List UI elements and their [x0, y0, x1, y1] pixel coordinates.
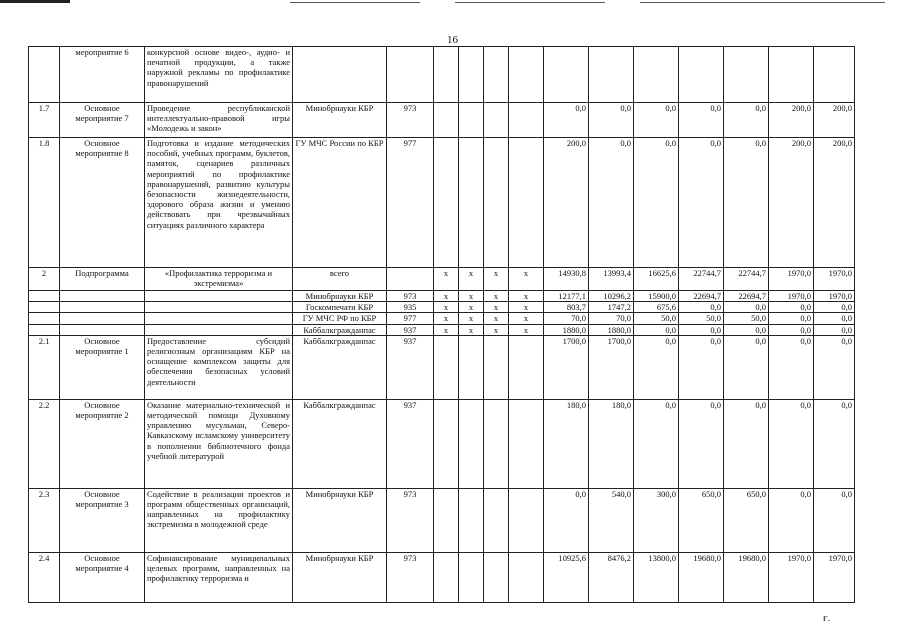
amount-cell: 180,0 [589, 399, 634, 488]
code-cell: х [484, 291, 509, 302]
code-cell [459, 103, 484, 138]
amount-cell: 13800,0 [634, 552, 679, 602]
code-cell: х [459, 268, 484, 291]
grbs-code: 977 [387, 313, 434, 324]
amount-cell: 1970,0 [769, 552, 814, 602]
event-name: мероприятие 6 [60, 47, 145, 103]
grbs-code: 973 [387, 291, 434, 302]
page-number: 16 [447, 34, 458, 46]
table-row [29, 103, 855, 138]
amount-cell: 70,0 [589, 313, 634, 324]
amount-cell: 200,0 [814, 103, 855, 138]
code-cell: х [509, 302, 544, 313]
code-cell [484, 47, 509, 103]
code-cell: х [509, 268, 544, 291]
code-cell: х [459, 302, 484, 313]
amount-cell: 0,0 [769, 324, 814, 335]
amount-cell [634, 47, 679, 103]
amount-cell: 180,0 [544, 399, 589, 488]
amount-cell: 19680,0 [724, 552, 769, 602]
amount-cell: 0,0 [544, 103, 589, 138]
amount-cell [679, 47, 724, 103]
amount-cell: 0,0 [679, 324, 724, 335]
amount-cell: 0,0 [634, 399, 679, 488]
event-description [145, 302, 293, 313]
row-number [29, 291, 60, 302]
faint-rule [640, 2, 885, 3]
amount-cell: 0,0 [679, 138, 724, 268]
table-row [29, 488, 855, 552]
executor: Минобрнауки КБР [293, 488, 387, 552]
event-name: Основное мероприятие 8 [60, 138, 145, 268]
amount-cell: 0,0 [724, 324, 769, 335]
table-row [29, 291, 855, 302]
code-cell: х [434, 268, 459, 291]
code-cell [509, 552, 544, 602]
amount-cell: 13993,4 [589, 268, 634, 291]
amount-cell: 1700,0 [544, 335, 589, 399]
amount-cell: 0,0 [679, 335, 724, 399]
amount-cell: 50,0 [679, 313, 724, 324]
amount-cell: 1700,0 [589, 335, 634, 399]
amount-cell: 1970,0 [814, 268, 855, 291]
grbs-code [387, 47, 434, 103]
amount-cell: 0,0 [814, 313, 855, 324]
code-cell: х [434, 313, 459, 324]
event-description: Подготовка и издание методических пособий, учебных программ, буклетов, памяток, сценариев различных мероприятий по профилактике правонарушений, развитию культуры безопасности жизнедеятельности, здорового образа жизни и умению действовать при чрезвычайных ситуациях различного характера [145, 138, 293, 268]
budget-table [28, 46, 855, 603]
code-cell [484, 552, 509, 602]
table-row [29, 335, 855, 399]
amount-cell: 1880,0 [544, 324, 589, 335]
amount-cell: 10296,2 [589, 291, 634, 302]
amount-cell: 300,0 [634, 488, 679, 552]
table-row [29, 313, 855, 324]
amount-cell [814, 47, 855, 103]
amount-cell: 0,0 [679, 103, 724, 138]
amount-cell: 14930,8 [544, 268, 589, 291]
event-name: Основное мероприятие 1 [60, 335, 145, 399]
grbs-code: 973 [387, 552, 434, 602]
event-name: Основное мероприятие 3 [60, 488, 145, 552]
executor: Каббалкгражданпас [293, 399, 387, 488]
executor: всего [293, 268, 387, 291]
corner-mark: ғ. [823, 612, 831, 624]
row-number: 2 [29, 268, 60, 291]
amount-cell: 650,0 [724, 488, 769, 552]
amount-cell: 0,0 [769, 313, 814, 324]
amount-cell: 0,0 [769, 302, 814, 313]
code-cell [484, 399, 509, 488]
amount-cell: 200,0 [544, 138, 589, 268]
table-row [29, 268, 855, 291]
executor [293, 47, 387, 103]
code-cell [484, 335, 509, 399]
code-cell: х [484, 268, 509, 291]
event-name [60, 302, 145, 313]
amount-cell: 22744,7 [724, 268, 769, 291]
code-cell [484, 488, 509, 552]
amount-cell: 0,0 [544, 488, 589, 552]
amount-cell: 8476,2 [589, 552, 634, 602]
event-description: Проведение республиканской интеллектуально-правовой игры «Молодежь и закон» [145, 103, 293, 138]
amount-cell: 0,0 [634, 138, 679, 268]
amount-cell: 0,0 [814, 399, 855, 488]
row-number: 1.8 [29, 138, 60, 268]
amount-cell: 0,0 [724, 103, 769, 138]
amount-cell: 50,0 [724, 313, 769, 324]
code-cell: х [459, 291, 484, 302]
faint-rule [290, 2, 420, 3]
amount-cell: 0,0 [769, 399, 814, 488]
amount-cell: 0,0 [634, 324, 679, 335]
row-number: 1.7 [29, 103, 60, 138]
table-row [29, 138, 855, 268]
amount-cell: 540,0 [589, 488, 634, 552]
row-number [29, 302, 60, 313]
amount-cell: 0,0 [679, 399, 724, 488]
event-name: Подпрограмма [60, 268, 145, 291]
code-cell: х [434, 302, 459, 313]
code-cell: х [509, 313, 544, 324]
code-cell [509, 138, 544, 268]
row-number: 2.2 [29, 399, 60, 488]
executor: Каббалкгражданпас [293, 335, 387, 399]
amount-cell: 1970,0 [769, 268, 814, 291]
amount-cell: 675,6 [634, 302, 679, 313]
code-cell [434, 47, 459, 103]
executor: Минобрнауки КБР [293, 103, 387, 138]
event-name: Основное мероприятие 2 [60, 399, 145, 488]
event-description [145, 313, 293, 324]
code-cell: х [509, 291, 544, 302]
amount-cell: 1880,0 [589, 324, 634, 335]
amount-cell: 0,0 [724, 138, 769, 268]
amount-cell: 0,0 [814, 335, 855, 399]
amount-cell: 0,0 [814, 324, 855, 335]
grbs-code: 937 [387, 335, 434, 399]
event-description: «Профилактика терроризма и экстремизма» [145, 268, 293, 291]
amount-cell: 0,0 [724, 302, 769, 313]
code-cell [484, 138, 509, 268]
code-cell [434, 488, 459, 552]
row-number [29, 324, 60, 335]
amount-cell: 0,0 [724, 399, 769, 488]
event-name [60, 313, 145, 324]
amount-cell: 0,0 [589, 103, 634, 138]
executor: Минобрнауки КБР [293, 552, 387, 602]
code-cell [434, 138, 459, 268]
amount-cell: 1970,0 [769, 291, 814, 302]
code-cell: х [434, 324, 459, 335]
event-name: Основное мероприятие 4 [60, 552, 145, 602]
table-row [29, 552, 855, 602]
code-cell [434, 103, 459, 138]
executor: Минобрнауки КБР [293, 291, 387, 302]
event-description: Оказание материально-технической и методической помощи Духовному управлению мусульман, Северо-Кавказскому исламскому университету в пополнении библиотечного фонда учебной литературой [145, 399, 293, 488]
amount-cell: 0,0 [589, 138, 634, 268]
amount-cell: 15900,0 [634, 291, 679, 302]
event-name [60, 291, 145, 302]
code-cell: х [484, 324, 509, 335]
row-number: 2.3 [29, 488, 60, 552]
amount-cell: 200,0 [814, 138, 855, 268]
amount-cell [544, 47, 589, 103]
amount-cell: 10925,6 [544, 552, 589, 602]
amount-cell: 650,0 [679, 488, 724, 552]
grbs-code: 935 [387, 302, 434, 313]
row-number: 2.1 [29, 335, 60, 399]
code-cell: х [484, 302, 509, 313]
amount-cell [769, 47, 814, 103]
amount-cell: 19680,0 [679, 552, 724, 602]
code-cell [459, 138, 484, 268]
event-description: Содействие в реализации проектов и программ общественных организаций, направленных на профилактику экстремизма в молодежной среде [145, 488, 293, 552]
amount-cell: 22694,7 [679, 291, 724, 302]
event-name: Основное мероприятие 7 [60, 103, 145, 138]
code-cell [509, 47, 544, 103]
amount-cell: 0,0 [634, 335, 679, 399]
amount-cell: 12177,1 [544, 291, 589, 302]
executor: Госкомпечати КБР [293, 302, 387, 313]
code-cell: х [459, 324, 484, 335]
code-cell [509, 335, 544, 399]
amount-cell: 50,0 [634, 313, 679, 324]
executor: ГУ МЧС РФ по КБР [293, 313, 387, 324]
code-cell [459, 335, 484, 399]
table-row [29, 47, 855, 103]
event-description: конкурсной основе видео-, аудио- и печатной продукции, а также наружной рекламы по профилактике правонарушений [145, 47, 293, 103]
grbs-code [387, 268, 434, 291]
amount-cell [724, 47, 769, 103]
event-description [145, 324, 293, 335]
grbs-code: 973 [387, 488, 434, 552]
amount-cell: 22694,7 [724, 291, 769, 302]
amount-cell: 0,0 [724, 335, 769, 399]
amount-cell: 0,0 [769, 488, 814, 552]
amount-cell: 1747,2 [589, 302, 634, 313]
code-cell [434, 335, 459, 399]
code-cell [459, 552, 484, 602]
amount-cell: 200,0 [769, 138, 814, 268]
amount-cell: 0,0 [814, 302, 855, 313]
row-number [29, 47, 60, 103]
table-row [29, 302, 855, 313]
amount-cell: 16625,6 [634, 268, 679, 291]
row-number [29, 313, 60, 324]
code-cell [459, 399, 484, 488]
table-row [29, 399, 855, 488]
amount-cell: 1970,0 [814, 552, 855, 602]
amount-cell: 0,0 [769, 335, 814, 399]
executor: ГУ МЧС России по КБР [293, 138, 387, 268]
amount-cell: 0,0 [814, 488, 855, 552]
code-cell [459, 488, 484, 552]
code-cell: х [459, 313, 484, 324]
event-description: Софинансирование муниципальных целевых программ, направленных на профилактику терроризма и [145, 552, 293, 602]
table-row [29, 324, 855, 335]
amount-cell: 200,0 [769, 103, 814, 138]
event-description [145, 291, 293, 302]
grbs-code: 937 [387, 399, 434, 488]
code-cell [509, 399, 544, 488]
code-cell [434, 399, 459, 488]
code-cell: х [509, 324, 544, 335]
event-name [60, 324, 145, 335]
code-cell [509, 103, 544, 138]
top-rule [0, 0, 70, 3]
code-cell [459, 47, 484, 103]
grbs-code: 973 [387, 103, 434, 138]
amount-cell: 0,0 [634, 103, 679, 138]
amount-cell: 0,0 [679, 302, 724, 313]
amount-cell: 1970,0 [814, 291, 855, 302]
amount-cell: 70,0 [544, 313, 589, 324]
amount-cell: 22744,7 [679, 268, 724, 291]
code-cell [434, 552, 459, 602]
grbs-code: 937 [387, 324, 434, 335]
row-number: 2.4 [29, 552, 60, 602]
executor: Каббалкгражданпас [293, 324, 387, 335]
code-cell: х [434, 291, 459, 302]
faint-rule [455, 2, 605, 3]
grbs-code: 977 [387, 138, 434, 268]
amount-cell [589, 47, 634, 103]
code-cell: х [484, 313, 509, 324]
event-description: Предоставление субсидий религиозным организациям КБР на оснащение комплексом защиты для обеспечения безопасных условий деятельности [145, 335, 293, 399]
amount-cell: 803,7 [544, 302, 589, 313]
code-cell [509, 488, 544, 552]
code-cell [484, 103, 509, 138]
